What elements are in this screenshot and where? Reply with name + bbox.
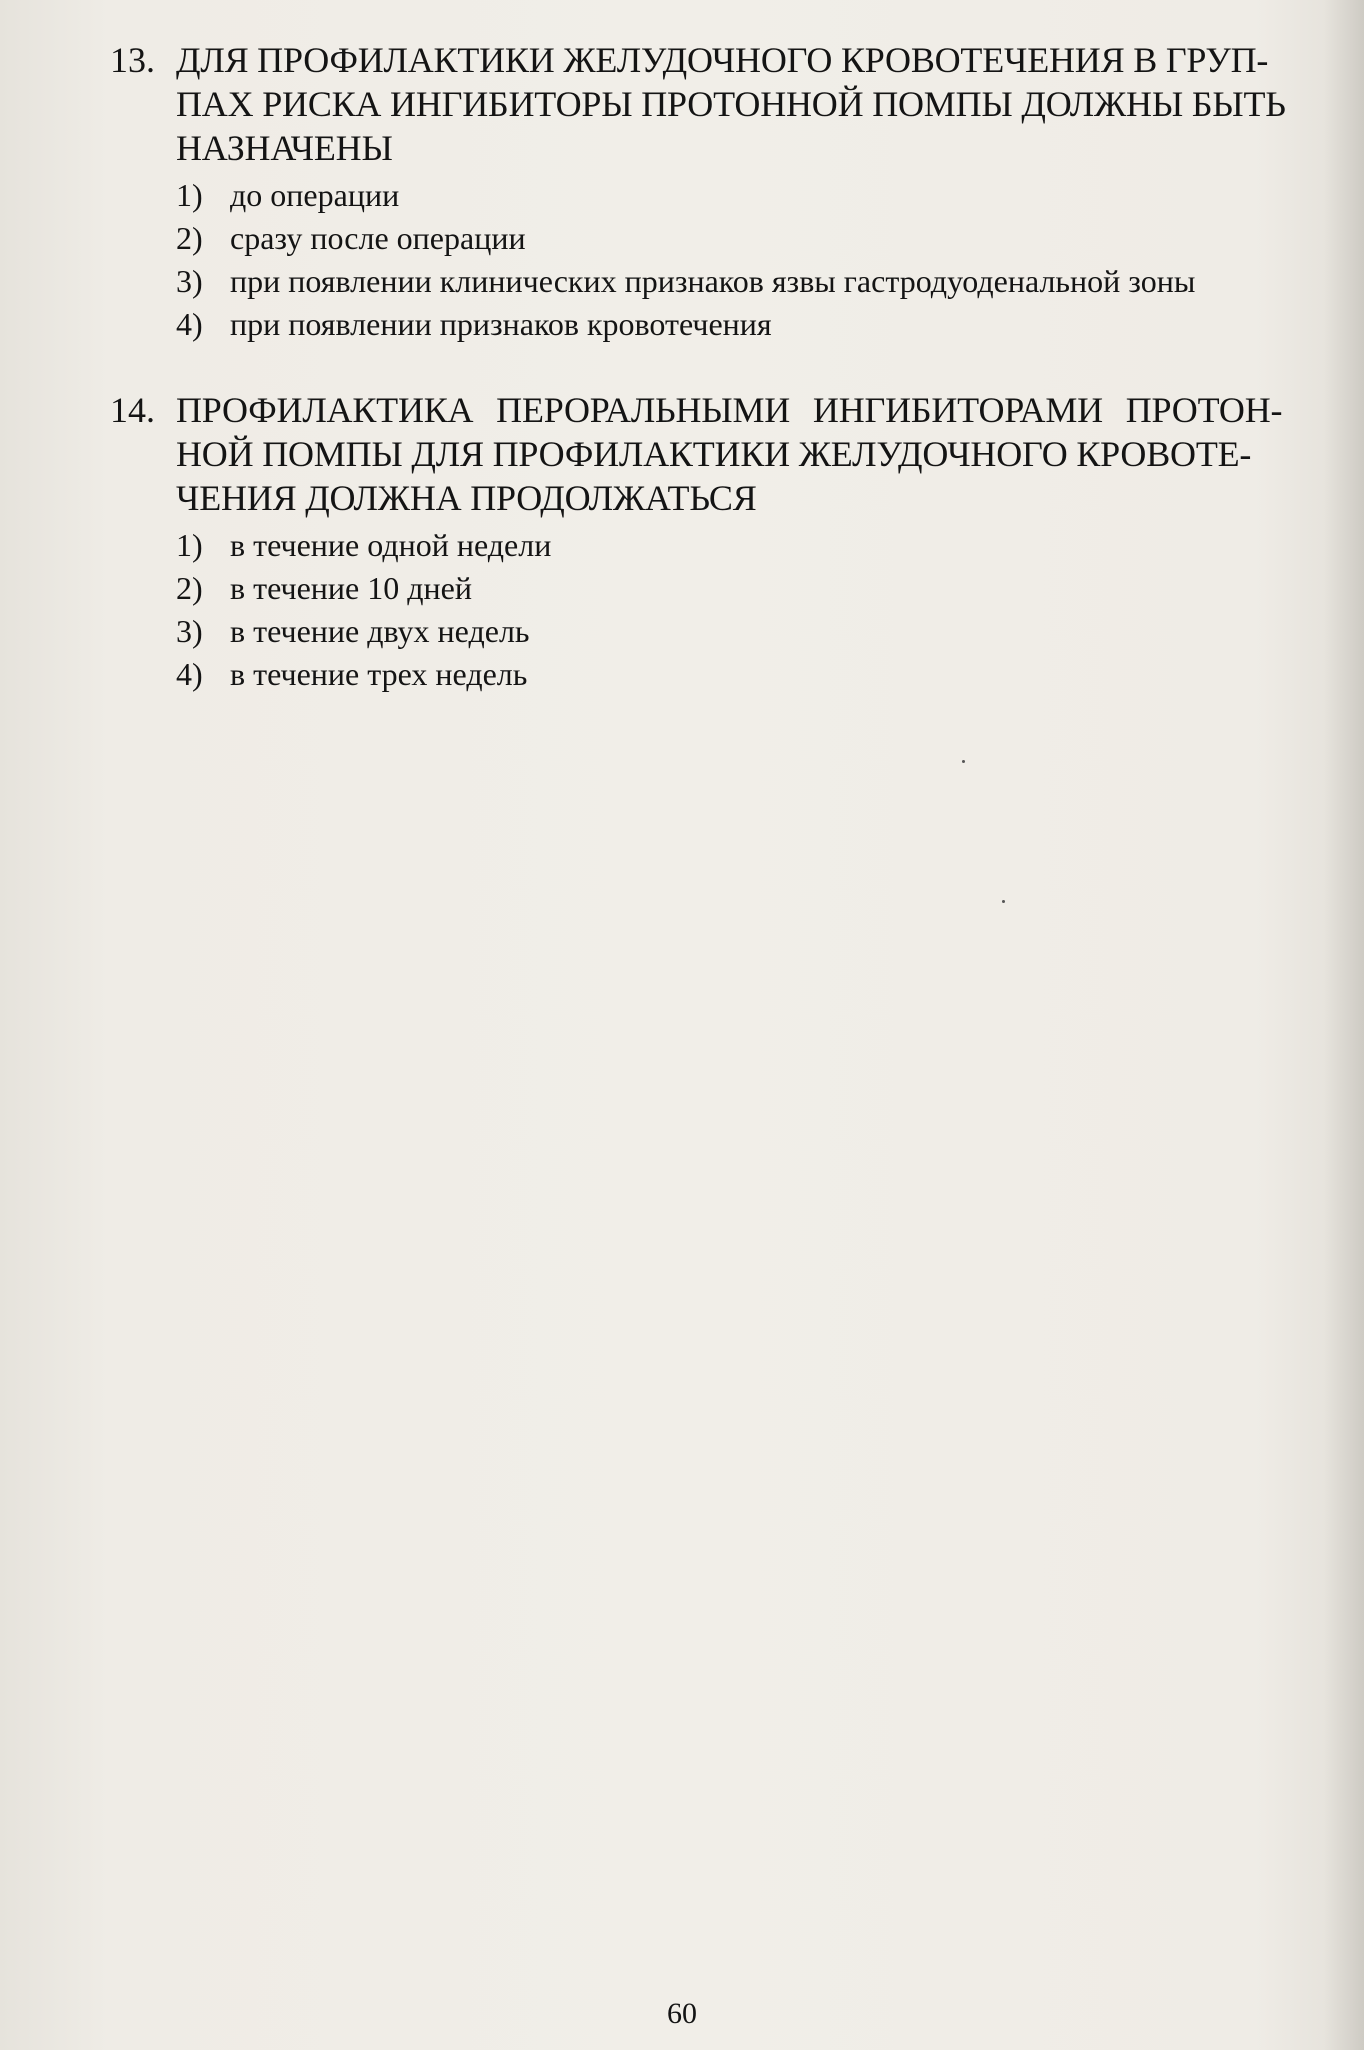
question-13 [110, 38, 1350, 346]
option-number: 1) [176, 527, 203, 563]
question-14-options [176, 524, 1350, 696]
option-text: в течение 10 дней [230, 570, 472, 606]
option-number: 1) [176, 177, 203, 213]
page-number: 60 [667, 1997, 697, 2030]
question-13-text [176, 38, 1286, 170]
option-number: 4) [176, 656, 203, 692]
option-number: 3) [176, 263, 203, 299]
print-speck [962, 760, 965, 763]
question-14-text [176, 388, 1282, 520]
question-13-header [110, 38, 1350, 170]
print-speck [1002, 900, 1005, 903]
question-13-line-2: ПАХ РИСКА ИНГИБИТОРЫ ПРОТОННОЙ ПОМПЫ ДОЛЖНЫ БЫТЬ [176, 84, 1286, 124]
option-text: сразу после операции [230, 220, 526, 256]
option-text: в течение трех недель [230, 656, 528, 692]
answer-option[interactable] [176, 260, 1350, 303]
answer-option[interactable] [176, 174, 1350, 217]
option-number: 3) [176, 613, 203, 649]
option-text: при появлении клинических признаков язвы гастродуоденальной зоны [230, 263, 1196, 299]
question-13-options [176, 174, 1350, 346]
option-number: 2) [176, 570, 203, 606]
question-14-header [110, 388, 1350, 520]
option-text: до операции [230, 177, 400, 213]
question-13-line-3: НАЗНАЧЕНЫ [176, 128, 393, 168]
question-14-line-1: ПРОФИЛАКТИКА ПЕРОРАЛЬНЫМИ ИНГИБИТОРАМИ ПРОТОН- [176, 390, 1283, 430]
option-text: при появлении признаков кровотечения [230, 306, 772, 342]
question-13-line-1: ДЛЯ ПРОФИЛАКТИКИ ЖЕЛУДОЧНОГО КРОВОТЕЧЕНИЯ В ГРУП- [176, 40, 1269, 80]
option-text: в течение двух недель [230, 613, 530, 649]
question-14 [110, 388, 1350, 696]
answer-option[interactable] [176, 303, 1350, 346]
question-14-line-2: НОЙ ПОМПЫ ДЛЯ ПРОФИЛАКТИКИ ЖЕЛУДОЧНОГО КРОВОТЕ- [176, 434, 1252, 474]
answer-option[interactable] [176, 653, 1350, 696]
answer-option[interactable] [176, 217, 1350, 260]
question-14-number: 14. [110, 390, 155, 430]
question-14-line-3: ЧЕНИЯ ДОЛЖНА ПРОДОЛЖАТЬСЯ [176, 478, 757, 518]
option-text: в течение одной недели [230, 527, 552, 563]
question-13-number: 13. [110, 40, 155, 80]
option-number: 4) [176, 306, 203, 342]
answer-option[interactable] [176, 524, 1350, 567]
answer-option[interactable] [176, 567, 1350, 610]
answer-option[interactable] [176, 610, 1350, 653]
option-number: 2) [176, 220, 203, 256]
